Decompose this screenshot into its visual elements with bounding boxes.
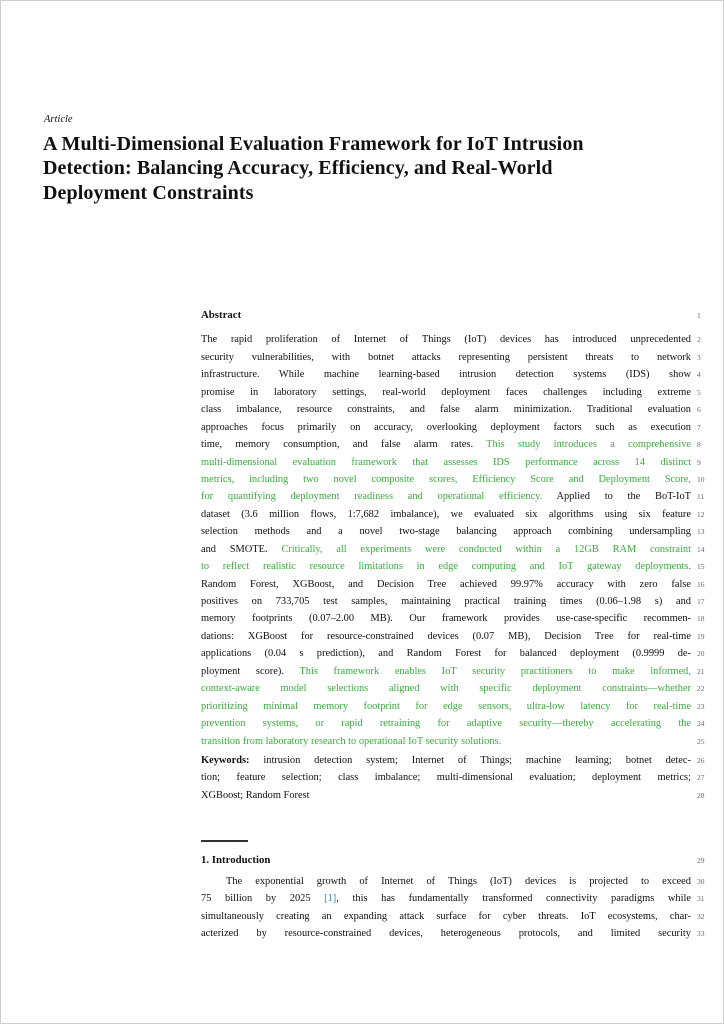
abstract-line (201, 663, 705, 680)
line-number: 17 (697, 597, 705, 606)
highlighted-text: This framework enables IoT security practitioners to make informed, (299, 665, 691, 677)
body-text: tion; feature selection; class imbalance; multi-dimensional evaluation; deployment metrics; (201, 772, 691, 784)
body-text: intrusion detection system; Internet of Things; machine learning; botnet detec- (263, 754, 691, 766)
abstract-line (201, 733, 705, 750)
highlighted-text: prevention systems, or rapid retraining for adaptive security—thereby accelerating the (201, 718, 691, 730)
section-separator-rule (201, 840, 248, 841)
abstract-paragraph (201, 331, 705, 750)
abstract-line (201, 715, 705, 732)
abstract-line (201, 628, 705, 645)
introduction-paragraph (201, 873, 705, 943)
line-number: 33 (697, 929, 705, 939)
body-text: memory footprints (0.07–2.00 MB). Our framework provides use-case-specific recommen- (201, 613, 691, 625)
abstract-line (201, 541, 705, 558)
body-text: positives on 733,705 test samples, maintaining practical training times (0.06–1.98 s) and (201, 596, 691, 607)
line-number: 4 (697, 370, 701, 380)
highlighted-text: context-aware model selections aligned with specific deployment constraints—whether (201, 683, 691, 695)
body-text: Applied to the BoT-IoT (556, 491, 691, 503)
highlighted-text: for quantifying deployment readiness and operational efficiency. (201, 491, 557, 503)
line-number: 25 (697, 736, 705, 746)
highlighted-text: Critically, all experiments were conducted within a 12GB RAM constraint (281, 543, 691, 555)
line-number: 8 (697, 440, 701, 450)
line-number: 30 (697, 876, 705, 886)
bold-label: Keywords: (201, 754, 264, 766)
body-text: ployment score). (201, 665, 300, 677)
bold-label: 1. Introduction (201, 853, 271, 866)
abstract-line (201, 349, 701, 366)
body-text: infrastructure. While machine learning-based intrusion detection systems (IDS) show (201, 369, 691, 381)
body-text: and SMOTE. (201, 543, 282, 555)
abstract-line (201, 366, 701, 383)
highlighted-text: This study introduces a comprehensive (486, 439, 692, 451)
bold-label: Abstract (201, 309, 242, 321)
abstract-line (201, 698, 705, 715)
body-text: The rapid proliferation of Internet of Things (IoT) devices has introduced unprecedented (201, 334, 691, 346)
line-number: 19 (697, 631, 705, 641)
line-number: 2 (697, 335, 701, 345)
line-number: 32 (697, 911, 705, 921)
abstract-heading (201, 307, 701, 324)
keywords-line (201, 769, 705, 786)
introduction-line (201, 873, 705, 890)
line-number: 5 (697, 387, 701, 397)
paper-title-line: Deployment Constraints (43, 181, 254, 204)
abstract-line (201, 645, 705, 662)
body-text: XGBoost; Random Forest (201, 789, 310, 801)
body-text: , this has fundamentally transformed connectivity paradigms while (336, 893, 691, 905)
line-number: 18 (697, 614, 705, 624)
highlighted-text: prioritizing minimal memory footprint for edge sensors, ultra-low latency for real-time (201, 700, 691, 712)
keywords-line (201, 752, 705, 769)
abstract-line (201, 384, 701, 401)
body-text: acterized by resource-constrained devices, heterogeneous protocols, and limited security (201, 928, 691, 940)
line-number: 6 (697, 405, 701, 415)
line-number: 13 (697, 527, 705, 537)
line-number: 10 (697, 474, 705, 484)
line-number: 22 (697, 684, 705, 694)
line-number: 24 (697, 719, 705, 729)
line-number: 15 (697, 562, 705, 572)
line-number: 23 (697, 701, 705, 711)
keywords-paragraph (201, 752, 705, 804)
body-text: dations: XGBoost for resource-constrained devices (0.07 MB), Decision Tree for real-time (201, 630, 691, 642)
article-type-label: Article (44, 114, 73, 125)
line-number: 28 (697, 790, 705, 800)
paper-title (43, 132, 691, 205)
abstract-line (201, 593, 705, 610)
line-number: 9 (697, 457, 701, 467)
paper-title-line: Detection: Balancing Accuracy, Efficiency, and Real-World (43, 157, 553, 180)
highlighted-text: metrics, including two novel composite scores, Efficiency Score and Deployment Score, (201, 473, 691, 485)
body-text: Random Forest, XGBoost, and Decision Tree achieved 99.97% accuracy with zero false (201, 578, 691, 590)
introduction-line (201, 908, 705, 925)
line-number: 21 (697, 666, 705, 676)
abstract-heading-line (201, 307, 701, 324)
line-number: 7 (697, 422, 701, 432)
line-number: 20 (697, 649, 705, 659)
body-text: approaches focus primarily on accuracy, overlooking deployment factors such as execution (201, 421, 691, 433)
body-text: selection methods and a novel two-stage balancing approach combining undersampling (201, 526, 691, 538)
highlighted-text: multi-dimensional evaluation framework that assesses IDS performance across 14 distinct (201, 456, 691, 468)
line-number: 3 (697, 352, 701, 362)
abstract-line (201, 610, 705, 627)
line-number: 1 (697, 311, 701, 320)
line-number: 12 (697, 509, 705, 519)
paper-title-line: A Multi-Dimensional Evaluation Framework for IoT Intrusion (43, 133, 584, 155)
abstract-line (201, 401, 701, 418)
section-heading-line (201, 852, 705, 869)
abstract-line (201, 331, 701, 348)
abstract-line (201, 419, 701, 436)
abstract-line (201, 506, 705, 523)
line-number: 27 (697, 773, 705, 783)
body-text: class imbalance, resource constraints, and false alarm minimization. Traditional evaluation (201, 404, 691, 416)
body-text: simultaneously creating an expanding attack surface for cyber threats. IoT ecosystems, char- (201, 910, 691, 922)
main-text-column (201, 307, 705, 943)
line-number: 11 (697, 492, 705, 502)
body-text: 75 billion by 2025 (201, 893, 325, 905)
keywords-line (201, 787, 705, 804)
line-number: 31 (697, 894, 705, 904)
line-number: 29 (697, 855, 705, 865)
body-text: time, memory consumption, and false alarm rates. (201, 439, 487, 451)
line-number: 16 (697, 579, 705, 589)
abstract-line (201, 558, 705, 575)
abstract-line (201, 488, 705, 505)
abstract-line (201, 680, 705, 697)
introduction-line (201, 925, 705, 942)
highlighted-text: transition from laboratory research to operational IoT security solutions. (201, 735, 502, 747)
line-number: 14 (697, 544, 705, 554)
abstract-line (201, 576, 705, 593)
abstract-line (201, 436, 701, 453)
body-text: The exponential growth of Internet of Things (IoT) devices is projected to exceed (226, 875, 691, 887)
body-text: promise in laboratory settings, real-world deployment faces challenges including extreme (201, 386, 691, 398)
introduction-heading (201, 852, 705, 869)
body-text: applications (0.04 s prediction), and Random Forest for balanced deployment (0.9999 de- (201, 648, 691, 660)
body-text: security vulnerabilities, with botnet attacks representing persistent threats to network (201, 351, 691, 363)
abstract-line (201, 454, 701, 471)
body-text: dataset (3.6 million flows, 1:7,682 imbalance), we evaluated six algorithms using six feature (201, 508, 691, 520)
highlighted-text: to reflect realistic resource limitations in edge computing and IoT gateway deployments. (201, 561, 691, 573)
introduction-line (201, 890, 705, 907)
abstract-line (201, 523, 705, 540)
abstract-line (201, 471, 705, 488)
citation-link[interactable]: [1] (324, 893, 337, 905)
line-number: 26 (697, 755, 705, 765)
